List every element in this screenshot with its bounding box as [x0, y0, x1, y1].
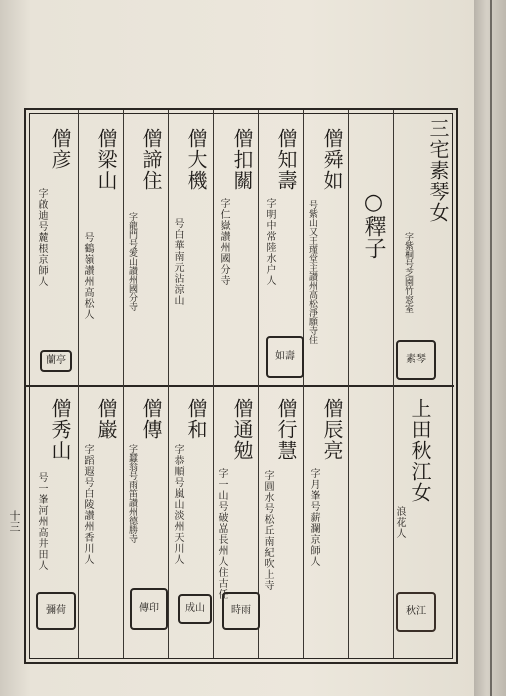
entry-note-top-4: 字仁嶽讃州國分寺: [218, 198, 229, 286]
entry-note-top-7: 号鶴嶺讃州高松人: [82, 232, 93, 320]
column-rule: [78, 110, 79, 658]
entry-note-bottom-1: 浪花人: [394, 506, 405, 539]
entry-name-top-6: 僧諦住: [139, 128, 163, 191]
entry-note-bottom-7: 字蹈遐号白陵讃州香川人: [82, 444, 93, 565]
entry-note-top-6: 字龍門号愛山讃州國分寺: [127, 212, 137, 311]
entry-note-bottom-4: 字一山号破嵓長州人住古任: [216, 468, 227, 600]
entry-note-bottom-8: 号一峯河州高井田人: [36, 472, 47, 571]
seal-stamp: 彌荷: [36, 592, 76, 630]
seal-stamp: 蘭亭: [40, 350, 72, 372]
entry-note-bottom-2: 字月峯号薪瀾京師人: [308, 468, 319, 567]
entry-name-top-7: 僧梁山: [94, 128, 118, 191]
entry-note-top-3: 字明中常陸水户人: [264, 198, 275, 286]
entry-note-top-8: 字啟迪号麓根京師人: [36, 188, 47, 287]
entry-note-top-1: 字紫桐号芝園竹窓室: [403, 232, 413, 313]
entry-note-bottom-3: 字圓水号松丘南紀吹上寺: [262, 470, 273, 591]
entry-note-bottom-6: 字蠶翁号雨笛讃州德勝寺: [127, 444, 137, 543]
entry-name-top-5: 僧大機: [184, 128, 208, 191]
entry-note-bottom-5: 字恭順号嵐山淡州天川人: [172, 444, 183, 565]
seal-stamp: 傳印: [130, 588, 168, 630]
section-label: ○釋子: [361, 190, 386, 259]
seal-stamp: 成山: [178, 594, 212, 624]
entry-name-top-1: 三宅素琴女: [426, 118, 450, 223]
column-rule: [303, 110, 304, 658]
entry-name-bottom-2: 僧辰亮: [320, 398, 344, 461]
entry-name-bottom-4: 僧通勉: [230, 398, 254, 461]
seal-stamp: 秋江: [396, 592, 436, 632]
entry-name-bottom-5: 僧和: [184, 398, 208, 440]
entry-name-top-8: 僧彦: [48, 128, 72, 170]
column-rule: [393, 110, 394, 658]
middle-rule: [26, 385, 454, 387]
entry-note-top-5: 号白華南元沾涼山: [172, 218, 183, 306]
seal-stamp: 時雨: [222, 592, 260, 630]
column-rule: [123, 110, 124, 658]
seal-stamp: 素琴: [396, 340, 436, 380]
column-rule: [168, 110, 169, 658]
entry-name-bottom-7: 僧巌: [94, 398, 118, 440]
entry-note-top-2: 号紫山又王瑾堂主讃州高松淨願寺住: [307, 200, 317, 344]
page-number: 十三: [8, 510, 21, 532]
seal-stamp: 如壽: [266, 336, 304, 378]
entry-name-top-4: 僧扣關: [230, 128, 254, 191]
entry-name-bottom-3: 僧行慧: [274, 398, 298, 461]
entry-name-top-2: 僧舜如: [320, 128, 344, 191]
entry-name-bottom-1: 上田秋江女: [408, 398, 432, 503]
column-rule: [258, 110, 259, 658]
column-rule: [348, 110, 349, 658]
spine-line: [490, 0, 492, 696]
entry-name-bottom-8: 僧秀山: [48, 398, 72, 461]
entry-name-top-3: 僧知壽: [274, 128, 298, 191]
entry-name-bottom-6: 僧傳: [139, 398, 163, 440]
